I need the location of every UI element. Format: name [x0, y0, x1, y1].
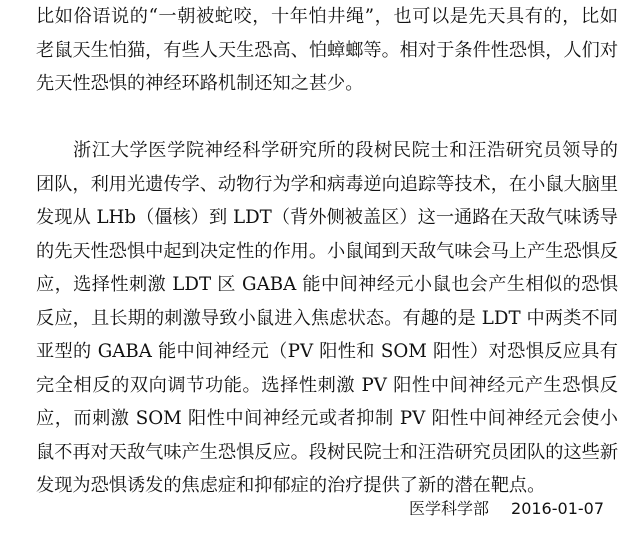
paragraph-research-findings: 浙江大学医学院神经科学研究所的段树民院士和汪浩研究员领导的团队，利用光遗传学、动物行为学和病毒逆向追踪等技术，在小鼠大脑里发现从 LHb（僵核）到 LDT（背外侧被盖区）这一通路在天敌气味诱导的先天性恐惧中起到决定性的作用。小鼠闻到天敌气味会马上产生恐惧反应，选择性刺激 LDT 区 GABA 能中间神经元小鼠也会产生相似的恐惧反应，且长期的刺激导致小鼠进入焦虑状态。有趣的是 LDT 中两类不同亚型的 GABA 能中间神经元（PV 阳性和 SOM 阳性）对恐惧反应具有完全相反的双向调节功能。选择性刺激 PV 阳性中间神经元产生恐惧反应，而刺激 SOM 阳性中间神经元或者抑制 PV 阳性中间神经元会使小鼠不再对天敌气味产生恐惧反应。段树民院士和汪浩研究员团队的这些新发现为恐惧诱发的焦虑症和抑郁症的治疗提供了新的潜在靶点。 — [36, 140, 619, 496]
paragraph-intro-continuation: 比如俗语说的“一朝被蛇咬，十年怕井绳”，也可以是先天具有的，比如老鼠天生怕猫，有些人天生恐高、怕蟑螂等。相对于条件性恐惧，人们对先天性恐惧的神经环路机制还知之甚少。 — [36, 6, 619, 94]
signature-department: 医学科学部 — [409, 499, 490, 518]
signature-line — [409, 497, 604, 521]
signature-date: 2016-01-07 — [511, 499, 604, 518]
